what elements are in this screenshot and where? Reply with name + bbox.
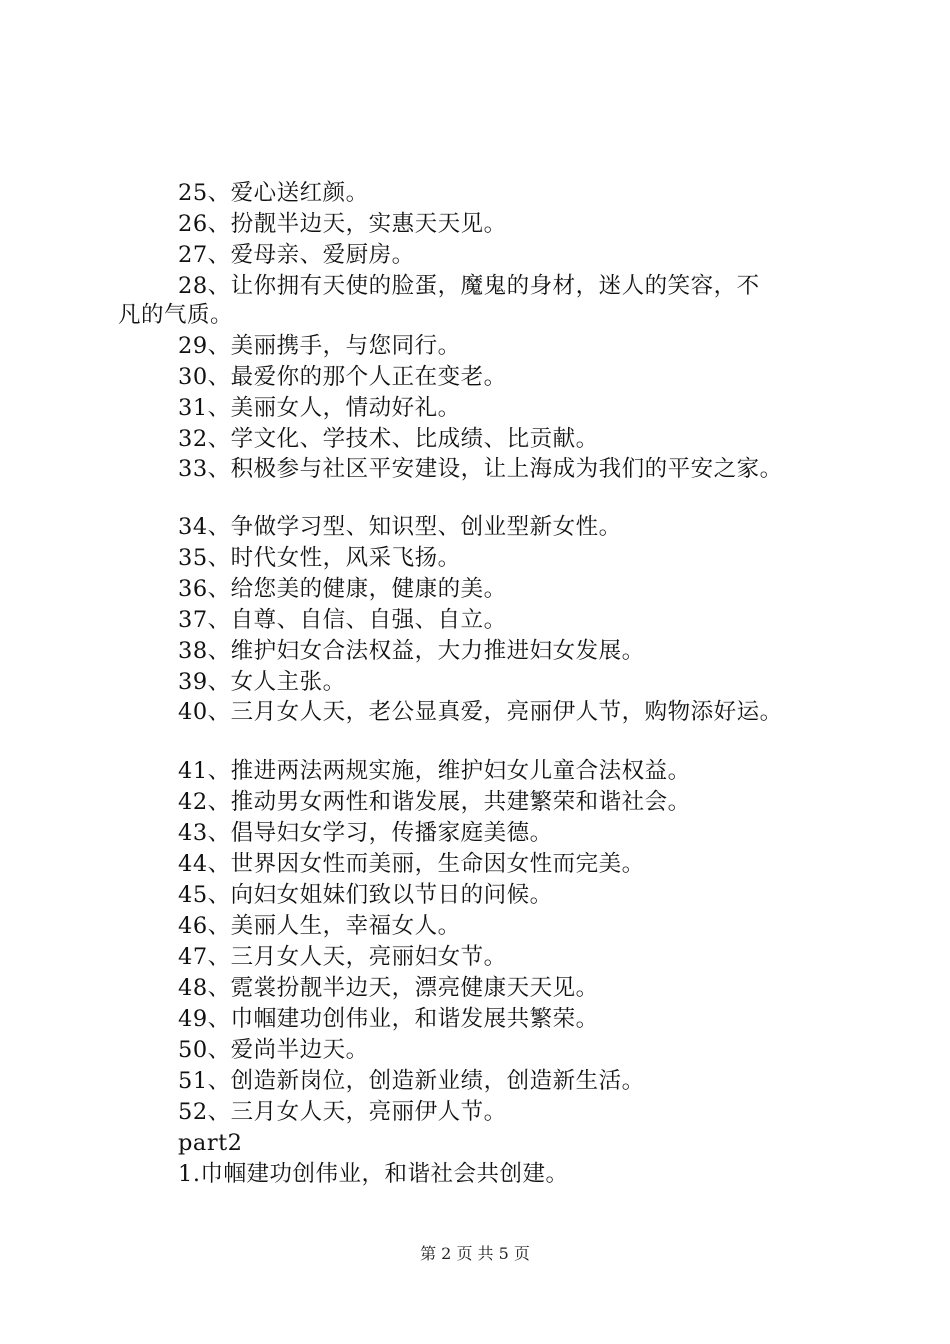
text-line: 40、三月女人天，老公显真爱，亮丽伊人节，购物添好运。 xyxy=(178,699,783,725)
text-line: 50、爱尚半边天。 xyxy=(178,1037,369,1063)
text-line: 46、美丽人生，幸福女人。 xyxy=(178,913,461,939)
text-line: 48、霓裳扮靓半边天，漂亮健康天天见。 xyxy=(178,975,599,1001)
section-heading: part2 xyxy=(178,1130,243,1156)
text-line: 35、时代女性，风采飞扬。 xyxy=(178,545,461,571)
text-line: 37、自尊、自信、自强、自立。 xyxy=(178,607,507,633)
text-line: 38、维护妇女合法权益，大力推进妇女发展。 xyxy=(178,638,645,664)
text-line: 44、世界因女性而美丽，生命因女性而完美。 xyxy=(178,851,645,877)
text-line: 33、积极参与社区平安建设，让上海成为我们的平安之家。 xyxy=(178,456,783,482)
text-line: 43、倡导妇女学习，传播家庭美德。 xyxy=(178,820,553,846)
text-line: 26、扮靓半边天，实惠天天见。 xyxy=(178,211,507,237)
text-line: 51、创造新岗位，创造新业绩，创造新生活。 xyxy=(178,1068,645,1094)
text-line: 47、三月女人天，亮丽妇女节。 xyxy=(178,944,507,970)
text-line: 25、爱心送红颜。 xyxy=(178,180,369,206)
text-line: 34、争做学习型、知识型、创业型新女性。 xyxy=(178,514,622,540)
text-line: 41、推进两法两规实施，维护妇女儿童合法权益。 xyxy=(178,758,691,784)
text-line: 45、向妇女姐妹们致以节日的问候。 xyxy=(178,882,553,908)
text-line: 30、最爱你的那个人正在变老。 xyxy=(178,364,507,390)
text-line: 29、美丽携手，与您同行。 xyxy=(178,333,461,359)
text-line: 31、美丽女人，情动好礼。 xyxy=(178,395,461,421)
text-line: 27、爱母亲、爱厨房。 xyxy=(178,242,415,268)
text-line: 凡的气质。 xyxy=(118,302,234,328)
text-line: 1.巾帼建功创伟业，和谐社会共创建。 xyxy=(178,1161,569,1187)
text-line: 42、推动男女两性和谐发展，共建繁荣和谐社会。 xyxy=(178,789,691,815)
page-number-label: 第 2 页 共 5 页 xyxy=(420,1244,530,1263)
text-line: 32、学文化、学技术、比成绩、比贡献。 xyxy=(178,426,599,452)
text-line: 52、三月女人天，亮丽伊人节。 xyxy=(178,1099,507,1125)
text-line: 28、让你拥有天使的脸蛋，魔鬼的身材，迷人的笑容，不 xyxy=(178,273,760,299)
text-line: 36、给您美的健康，健康的美。 xyxy=(178,576,507,602)
page-footer xyxy=(0,1244,950,1264)
text-line: 39、女人主张。 xyxy=(178,669,346,695)
text-line: 49、巾帼建功创伟业，和谐发展共繁荣。 xyxy=(178,1006,599,1032)
